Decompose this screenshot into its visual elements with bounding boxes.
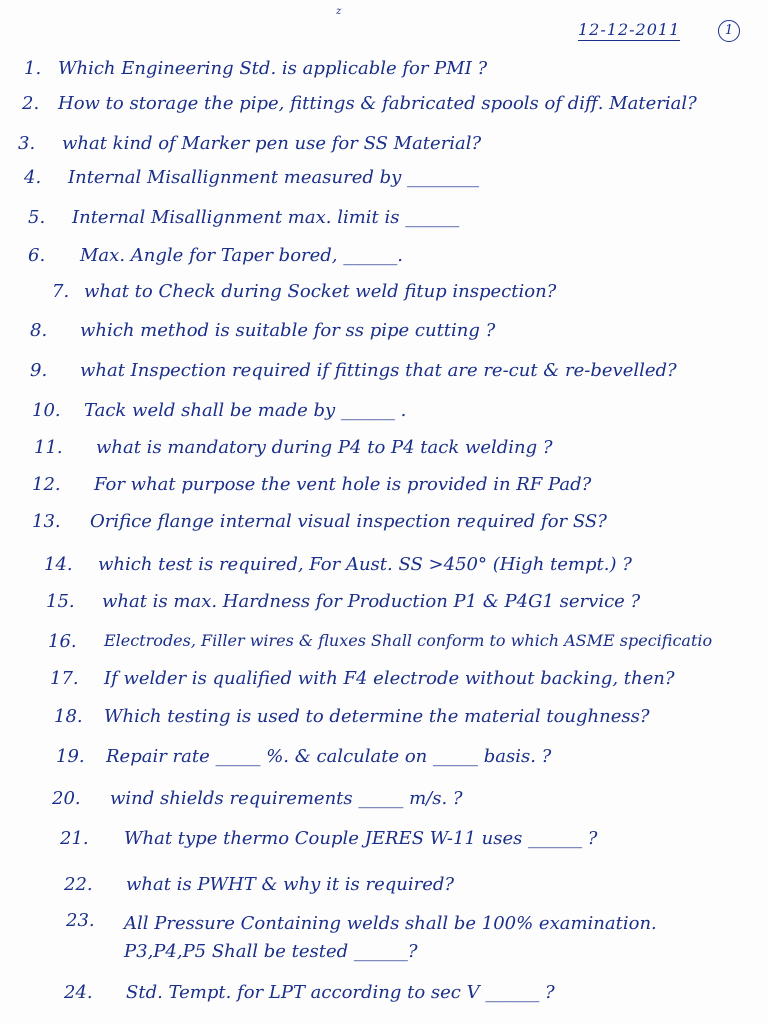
question-text: what is max. Hardness for Production P1 & P4G1 service ?	[102, 591, 641, 612]
question-number: 4.	[24, 167, 42, 188]
question-number: 6.	[28, 245, 46, 266]
question-number: 17.	[50, 668, 79, 689]
question-text: Internal Misallignment max. limit is ______	[72, 207, 460, 228]
question-number: 9.	[30, 360, 48, 381]
question-text: what Inspection required if fittings that are re-cut & re-bevelled?	[80, 360, 677, 381]
question-number: 14.	[44, 554, 73, 575]
question-number: 24.	[64, 982, 93, 1003]
question-number: 12.	[32, 474, 61, 495]
question-text: Max. Angle for Taper bored, ______.	[80, 245, 403, 266]
question-text: All Pressure Containing welds shall be 100% examination. P3,P4,P5 Shall be tested ______?	[124, 913, 657, 962]
question-text: Orifice flange internal visual inspection required for SS?	[90, 511, 607, 532]
question-number: 10.	[32, 400, 61, 421]
question-number: 7.	[52, 281, 70, 302]
question-text: Electrodes, Filler wires & fluxes Shall conform to which ASME specificatio	[104, 631, 713, 650]
question-number: 11.	[34, 437, 63, 458]
question-text: Tack weld shall be made by ______ .	[84, 400, 407, 421]
question-text: Which testing is used to determine the material toughness?	[104, 706, 650, 727]
question-number: 22.	[64, 874, 93, 895]
question-text: which method is suitable for ss pipe cutting ?	[80, 320, 496, 341]
question-number: 18.	[54, 706, 83, 727]
question-text: wind shields requirements _____ m/s. ?	[110, 788, 463, 809]
question-number: 23.	[66, 910, 95, 931]
question-text: what is mandatory during P4 to P4 tack welding ?	[96, 437, 553, 458]
question-number: 20.	[52, 788, 81, 809]
question-number: 8.	[30, 320, 48, 341]
question-text: What type thermo Couple JERES W-11 uses ______ ?	[124, 828, 598, 849]
question-number: 1.	[24, 58, 42, 79]
question-number: 13.	[32, 511, 61, 532]
question-text: what kind of Marker pen use for SS Material?	[62, 133, 482, 154]
question-number: 5.	[28, 207, 46, 228]
sheet-date: 12-12-2011	[578, 20, 681, 39]
question-text: How to storage the pipe, fittings & fabricated spools of diff. Material?	[58, 93, 697, 114]
question-number: 3.	[18, 133, 36, 154]
question-number: 19.	[56, 746, 85, 767]
question-text: what to Check during Socket weld fitup inspection?	[84, 281, 557, 302]
stray-mark: z	[336, 6, 342, 17]
question-text: which test is required, For Aust. SS >450° (High tempt.) ?	[98, 554, 632, 575]
question-text: Internal Misallignment measured by ________	[68, 167, 480, 188]
question-text: If welder is qualified with F4 electrode without backing, then?	[104, 668, 675, 689]
question-number: 21.	[60, 828, 89, 849]
question-number: 15.	[46, 591, 75, 612]
question-text: Repair rate _____ %. & calculate on _____ basis. ?	[106, 746, 552, 767]
question-text: Std. Tempt. for LPT according to sec V ______ ?	[126, 982, 555, 1003]
question-text: For what purpose the vent hole is provided in RF Pad?	[94, 474, 592, 495]
page-number-badge: 1	[718, 20, 740, 42]
question-text: Which Engineering Std. is applicable for PMI ?	[58, 58, 488, 79]
question-number: 16.	[48, 631, 77, 652]
question-text: what is PWHT & why it is required?	[126, 874, 455, 895]
question-number: 2.	[22, 93, 40, 114]
